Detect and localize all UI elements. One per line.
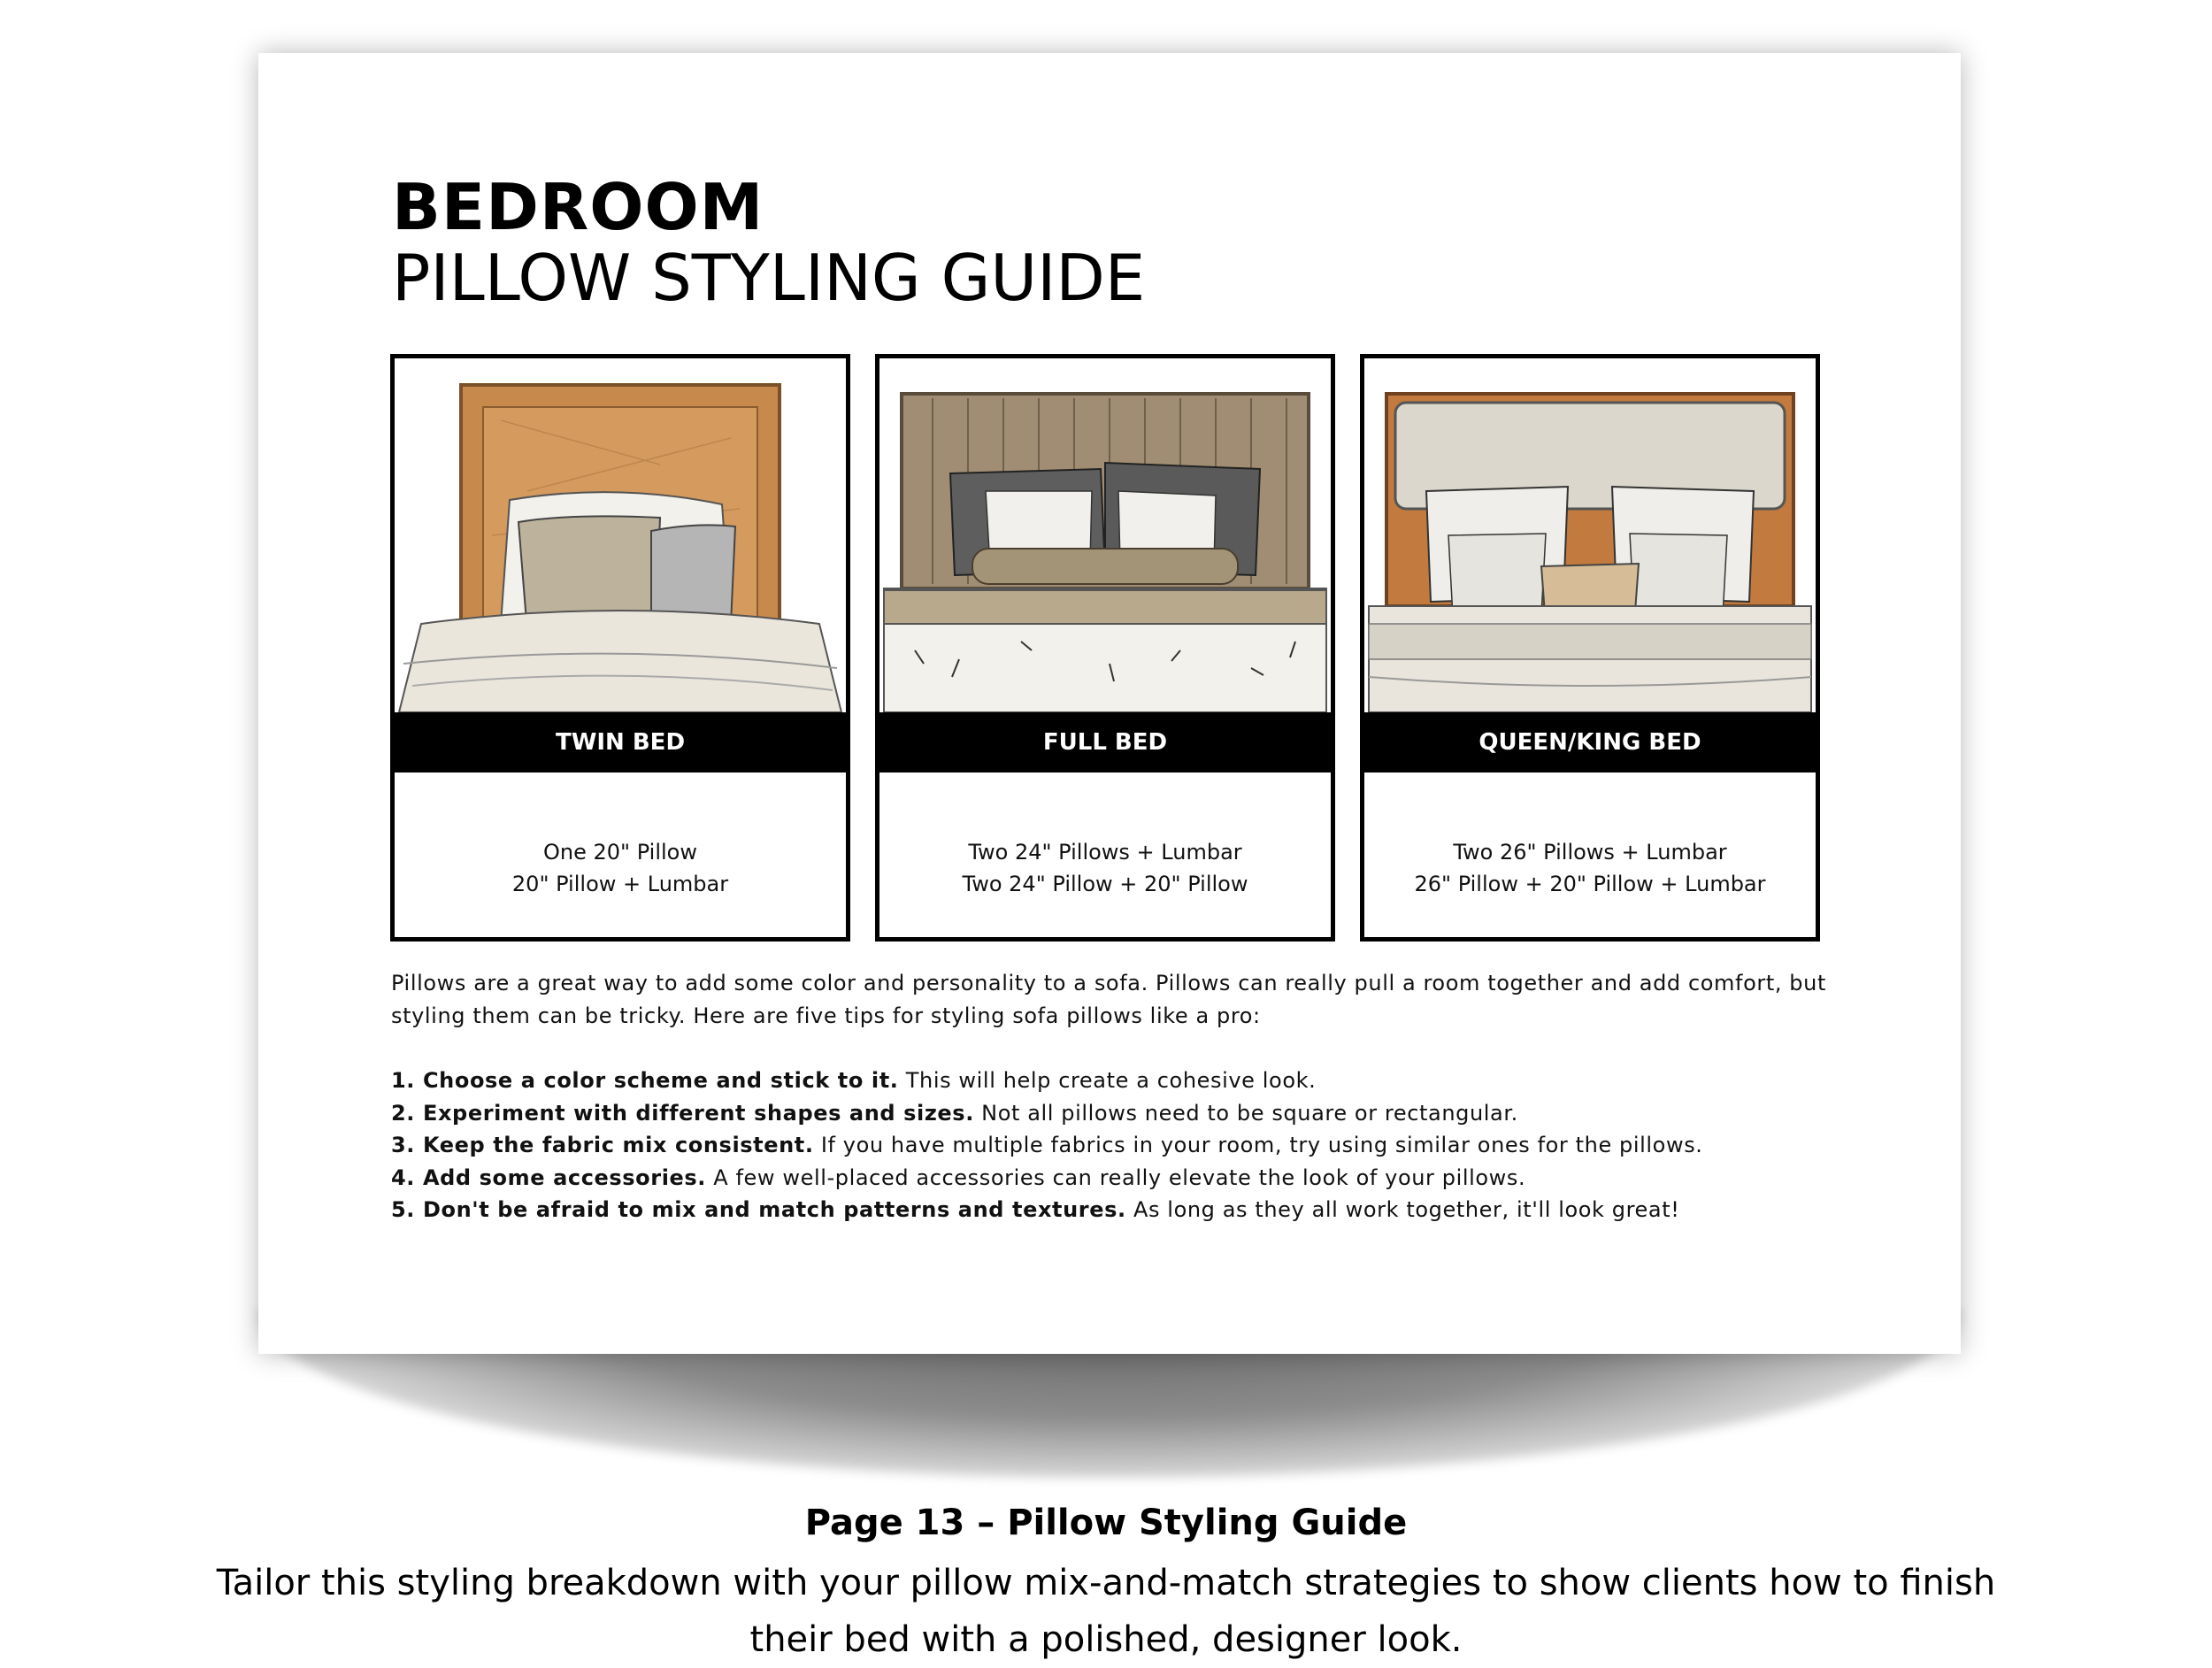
bed-desc-line: 20" Pillow + Lumbar	[511, 872, 729, 896]
page-title: BEDROOM	[392, 170, 764, 244]
caption-body: Tailor this styling breakdown with your pillow mix-and-match strategies to show clients how to finish their bed with a polished, designer look.	[216, 1563, 1996, 1660]
bed-desc-twin	[395, 836, 846, 900]
bed-desc-line: Two 24" Pillows + Lumbar	[968, 840, 1242, 865]
tip-text: Not all pillows need to be square or rectangular.	[973, 1100, 1518, 1126]
bed-card-queen-king	[1360, 354, 1820, 942]
bed-desc-line: Two 24" Pillow + 20" Pillow	[962, 872, 1248, 896]
tip-text: If you have multiple fabrics in your room, try using similar ones for the pillows.	[813, 1133, 1703, 1157]
bed-desc-line: Two 26" Pillows + Lumbar	[1453, 840, 1727, 865]
queen-king-bed-illustration	[1364, 358, 1816, 712]
tip-text: A few well-placed accessories can really elevate the look of your pillows.	[706, 1165, 1526, 1190]
bed-label-full: FULL BED	[879, 712, 1331, 773]
tip-item	[391, 1065, 1895, 1097]
tip-item	[391, 1129, 1895, 1162]
intro-paragraph: Pillows are a great way to add some color and personality to a sofa. Pillows can really pull a room together and add comfort, but styling them can be tricky. Here are five tips for styling sofa pillows like a pro:	[391, 971, 1826, 1028]
bed-label-twin: TWIN BED	[395, 712, 846, 773]
tip-item	[391, 1162, 1895, 1195]
tip-item	[391, 1194, 1895, 1226]
bed-label-queen-king: QUEEN/KING BED	[1364, 712, 1816, 773]
twin-bed-illustration	[395, 358, 846, 712]
bed-card-full	[875, 354, 1335, 942]
tip-item	[391, 1097, 1895, 1130]
tip-heading: 2. Experiment with different shapes and sizes.	[391, 1100, 974, 1126]
tip-text: This will help create a cohesive look.	[898, 1068, 1317, 1093]
tip-heading: 5. Don't be afraid to mix and match patterns and textures.	[391, 1197, 1126, 1222]
tip-heading: 1. Choose a color scheme and stick to it.	[391, 1068, 899, 1093]
tips-list	[391, 1065, 1895, 1226]
bed-desc-full	[879, 836, 1331, 900]
bed-desc-line: One 20" Pillow	[543, 840, 697, 865]
bed-desc-queen-king	[1364, 836, 1816, 900]
page-subtitle: PILLOW STYLING GUIDE	[392, 241, 1146, 315]
tip-heading: 4. Add some accessories.	[391, 1165, 707, 1190]
bed-desc-line: 26" Pillow + 20" Pillow + Lumbar	[1414, 872, 1766, 896]
tip-heading: 3. Keep the fabric mix consistent.	[391, 1133, 814, 1157]
tip-text: As long as they all work together, it'll look great!	[1125, 1197, 1680, 1222]
full-bed-illustration	[879, 358, 1331, 712]
bed-card-twin	[390, 354, 850, 942]
caption-title: Page 13 – Pillow Styling Guide	[804, 1503, 1408, 1543]
